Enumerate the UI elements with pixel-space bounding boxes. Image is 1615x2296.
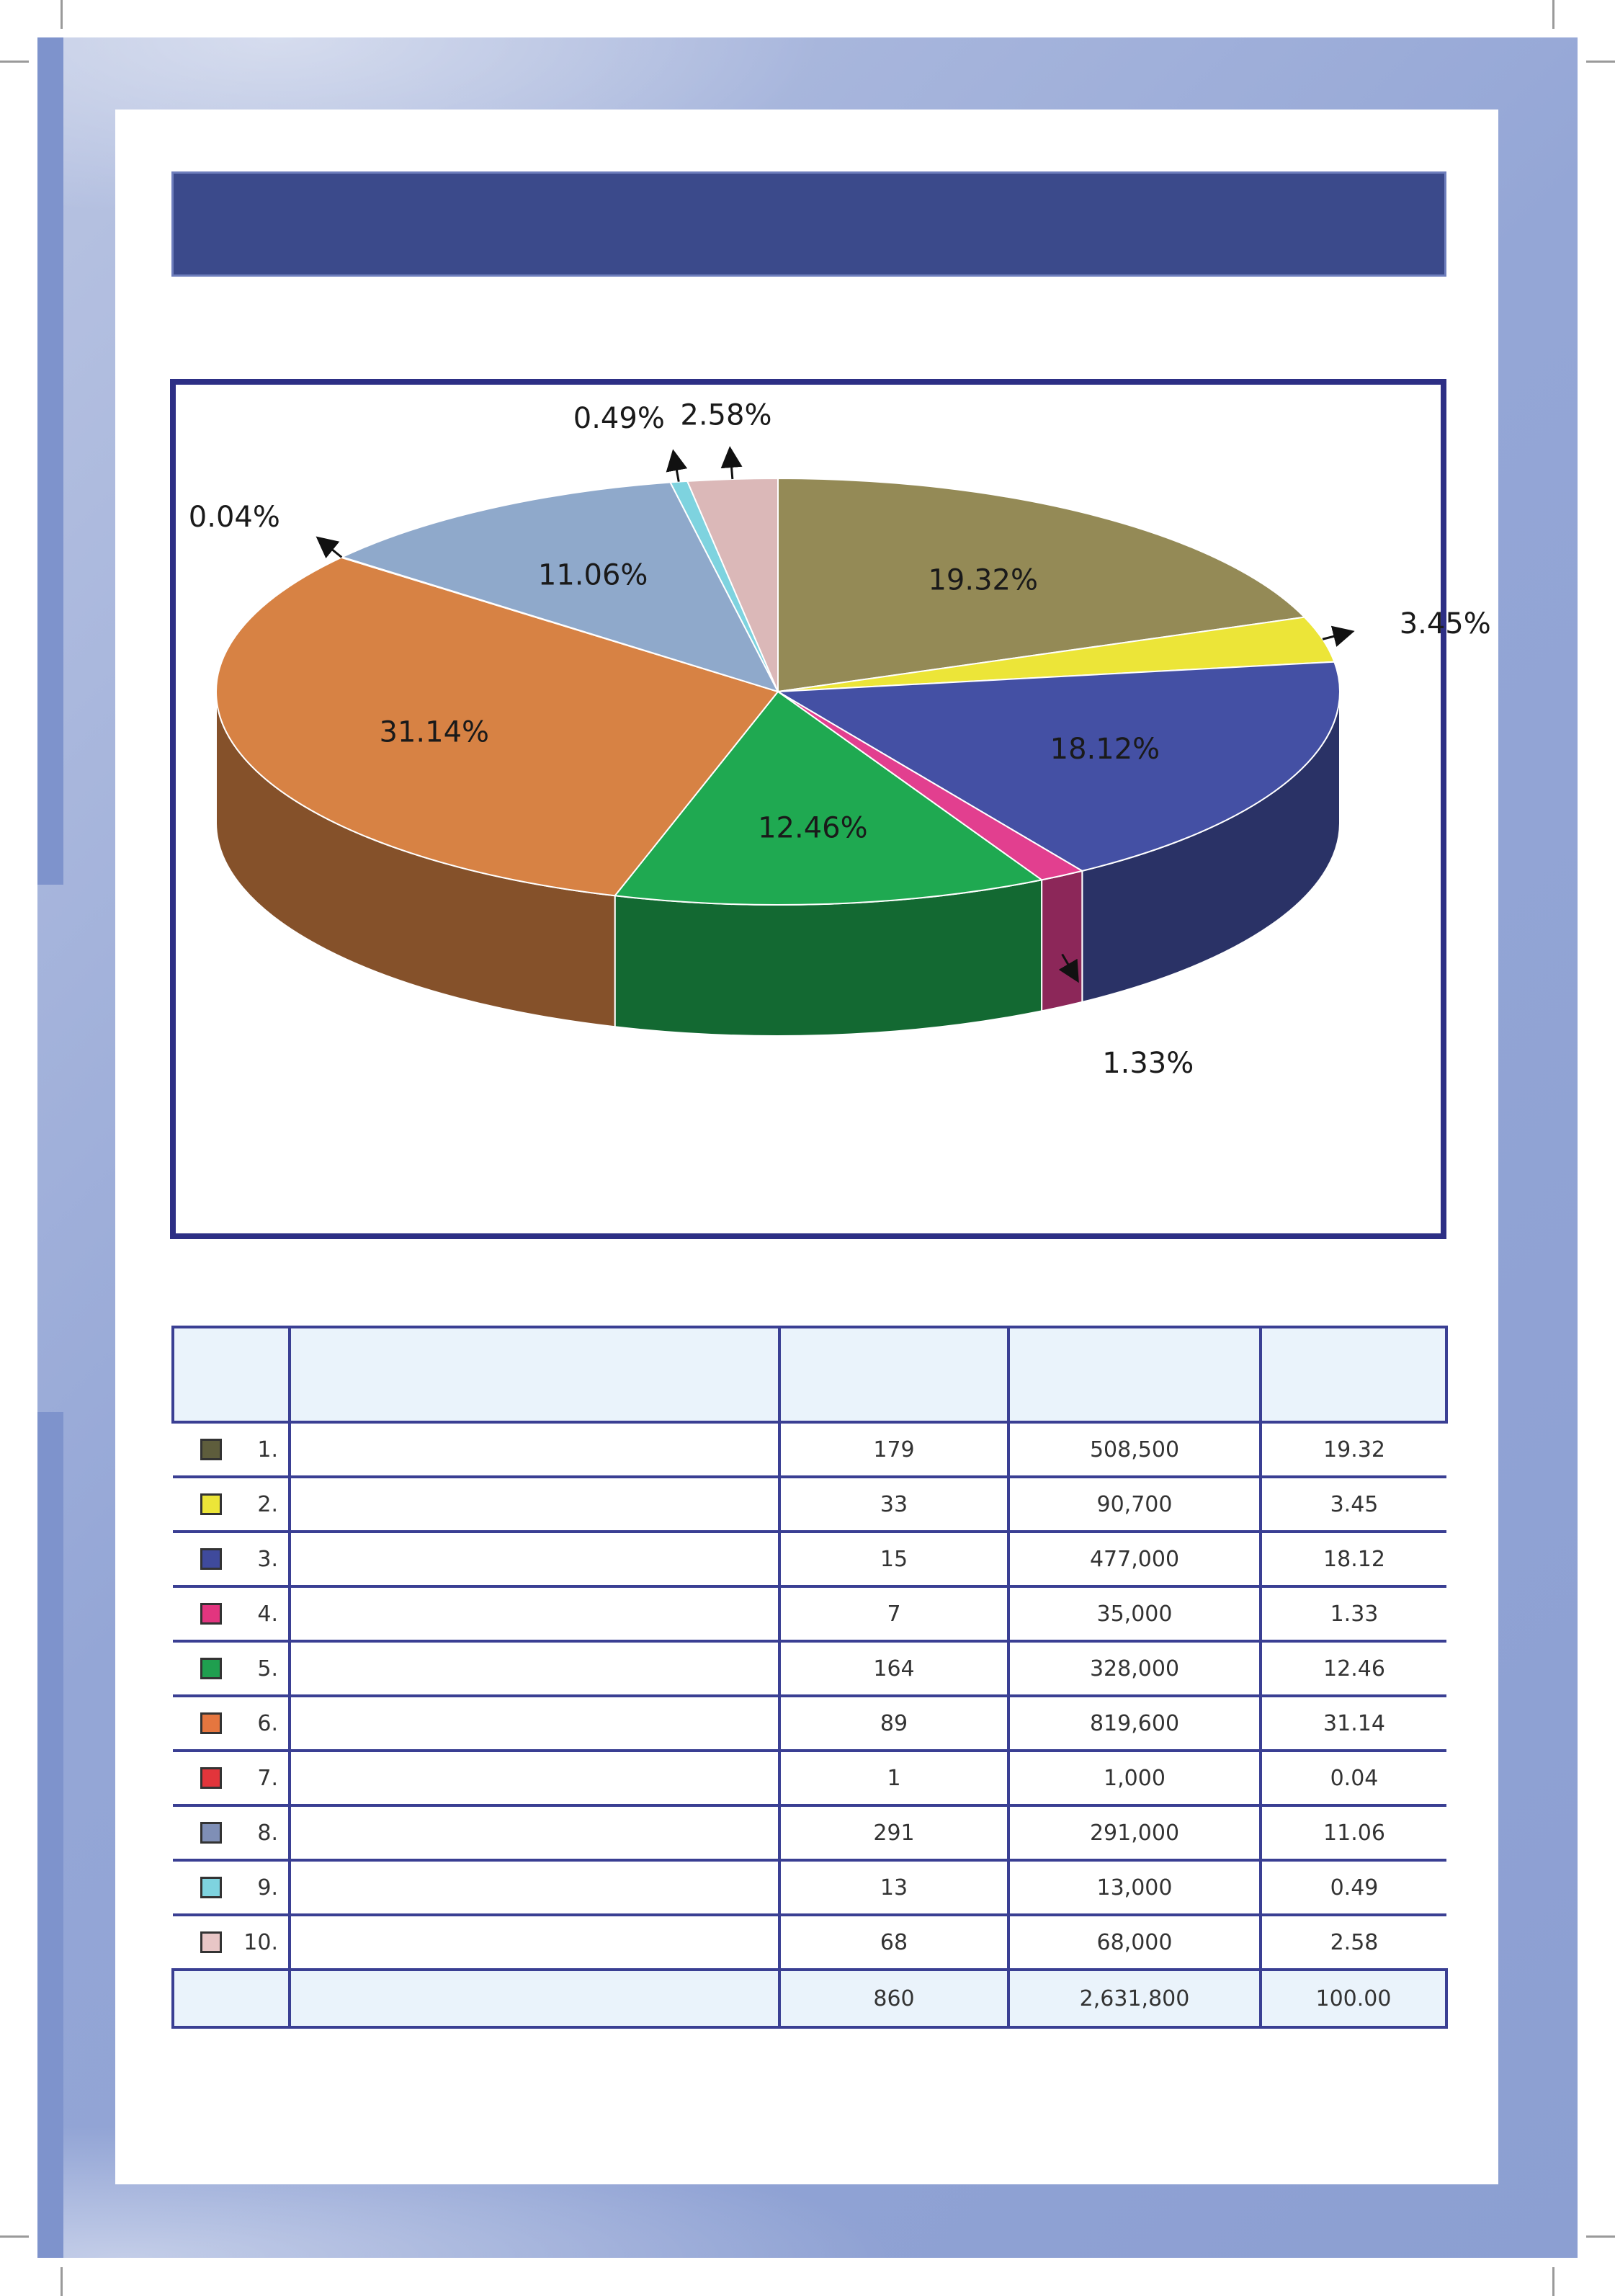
table-row — [173, 1915, 1446, 1970]
table-row — [173, 1641, 1446, 1696]
row-members: 68 — [779, 1915, 1008, 1970]
row-amount: 13,000 — [1008, 1860, 1261, 1915]
legend-swatch — [200, 1822, 222, 1844]
pie-leader-arrow — [1323, 632, 1351, 639]
legend-swatch — [200, 1658, 222, 1679]
row-percent: 31.14 — [1261, 1696, 1446, 1751]
row-marker-cell — [173, 1532, 290, 1586]
pie-data-label: 0.49% — [573, 402, 665, 436]
row-members: 89 — [779, 1696, 1008, 1751]
legend-swatch — [200, 1931, 222, 1953]
total-blank — [173, 1970, 290, 2027]
row-welfare-type — [290, 1586, 779, 1641]
pie-data-label: 3.45% — [1399, 607, 1491, 641]
row-marker-cell — [173, 1641, 290, 1696]
row-marker-cell — [173, 1422, 290, 1477]
row-number: 3. — [257, 1546, 278, 1572]
legend-swatch — [200, 1548, 222, 1570]
row-marker-cell — [173, 1586, 290, 1641]
table-row — [173, 1532, 1446, 1586]
row-percent: 12.46 — [1261, 1641, 1446, 1696]
row-amount: 819,600 — [1008, 1696, 1261, 1751]
welfare-table — [171, 1326, 1448, 2029]
pie-side-wall — [1042, 871, 1082, 1011]
pie-chart-box — [170, 379, 1491, 1239]
row-percent: 3.45 — [1261, 1477, 1446, 1532]
row-number: 9. — [257, 1875, 278, 1900]
row-marker-cell — [173, 1915, 290, 1970]
row-number: 4. — [257, 1601, 278, 1627]
crop-mark — [1586, 2235, 1615, 2238]
header-blank — [173, 1327, 290, 1422]
row-welfare-type — [290, 1422, 779, 1477]
table-row — [173, 1477, 1446, 1532]
row-welfare-type — [290, 1696, 779, 1751]
pie-data-label: 11.06% — [537, 558, 648, 592]
legend-swatch — [200, 1603, 222, 1625]
row-marker-cell — [173, 1860, 290, 1915]
row-number: 6. — [257, 1710, 278, 1736]
left-accent-strip-top — [37, 37, 63, 885]
pie-leader-arrow — [730, 450, 733, 479]
table-row — [173, 1586, 1446, 1641]
pie-data-label: 1.33% — [1102, 1046, 1194, 1080]
pie-data-label: 18.12% — [1050, 732, 1160, 766]
crop-mark — [1586, 61, 1615, 63]
row-percent: 1.33 — [1261, 1586, 1446, 1641]
legend-swatch — [200, 1439, 222, 1460]
legend-swatch — [200, 1877, 222, 1898]
table-row — [173, 1422, 1446, 1477]
row-marker-cell — [173, 1477, 290, 1532]
row-number: 1. — [257, 1437, 278, 1462]
row-number: 8. — [257, 1820, 278, 1846]
row-percent: 0.04 — [1261, 1751, 1446, 1805]
row-welfare-type — [290, 1860, 779, 1915]
pie-data-label: 12.46% — [758, 811, 868, 845]
legend-swatch — [200, 1767, 222, 1789]
row-amount: 508,500 — [1008, 1422, 1261, 1477]
row-welfare-type — [290, 1805, 779, 1860]
row-marker-cell — [173, 1696, 290, 1751]
row-number: 2. — [257, 1491, 278, 1517]
row-number: 5. — [257, 1656, 278, 1681]
header-members — [779, 1327, 1008, 1422]
header-type — [290, 1327, 779, 1422]
total-amount: 2,631,800 — [1008, 1970, 1261, 2027]
header-amount — [1008, 1327, 1261, 1422]
row-welfare-type — [290, 1915, 779, 1970]
row-amount: 477,000 — [1008, 1532, 1261, 1586]
row-amount: 90,700 — [1008, 1477, 1261, 1532]
row-members: 33 — [779, 1477, 1008, 1532]
table-row — [173, 1805, 1446, 1860]
crop-mark — [61, 2267, 63, 2296]
table-header-row — [173, 1327, 1446, 1422]
row-members: 1 — [779, 1751, 1008, 1805]
header-percent — [1261, 1327, 1446, 1422]
row-amount: 291,000 — [1008, 1805, 1261, 1860]
row-welfare-type — [290, 1532, 779, 1586]
row-welfare-type — [290, 1641, 779, 1696]
table-total-row — [173, 1970, 1446, 2027]
row-percent: 18.12 — [1261, 1532, 1446, 1586]
row-members: 7 — [779, 1586, 1008, 1641]
row-amount: 35,000 — [1008, 1586, 1261, 1641]
row-marker-cell — [173, 1805, 290, 1860]
row-welfare-type — [290, 1751, 779, 1805]
row-members: 179 — [779, 1422, 1008, 1477]
legend-swatch — [200, 1712, 222, 1734]
table-row — [173, 1751, 1446, 1805]
crop-mark — [0, 61, 29, 63]
crop-mark — [1552, 0, 1554, 29]
row-members: 13 — [779, 1860, 1008, 1915]
crop-mark — [1552, 2267, 1554, 2296]
row-amount: 1,000 — [1008, 1751, 1261, 1805]
row-marker-cell — [173, 1751, 290, 1805]
row-percent: 0.49 — [1261, 1860, 1446, 1915]
total-percent: 100.00 — [1261, 1970, 1446, 2027]
total-members: 860 — [779, 1970, 1008, 2027]
row-percent: 2.58 — [1261, 1915, 1446, 1970]
left-accent-strip-bottom — [37, 1412, 63, 2258]
pie-leader-arrow — [674, 453, 679, 481]
pie-chart — [170, 379, 1491, 1239]
row-members: 15 — [779, 1532, 1008, 1586]
row-amount: 68,000 — [1008, 1915, 1261, 1970]
crop-mark — [61, 0, 63, 29]
row-number: 7. — [257, 1765, 278, 1791]
row-percent: 11.06 — [1261, 1805, 1446, 1860]
row-amount: 328,000 — [1008, 1641, 1261, 1696]
row-members: 291 — [779, 1805, 1008, 1860]
pie-data-label: 0.04% — [188, 500, 280, 534]
pie-leader-arrow — [319, 539, 341, 557]
pie-data-label: 2.58% — [680, 398, 772, 432]
row-number: 10. — [243, 1929, 278, 1955]
legend-swatch — [200, 1493, 222, 1515]
welfare-table-wrap — [171, 1326, 1445, 2029]
pie-data-label: 31.14% — [379, 715, 490, 749]
row-percent: 19.32 — [1261, 1422, 1446, 1477]
total-label — [290, 1970, 779, 2027]
pie-data-label: 19.32% — [928, 563, 1039, 597]
table-row — [173, 1696, 1446, 1751]
row-welfare-type — [290, 1477, 779, 1532]
table-row — [173, 1860, 1446, 1915]
crop-mark — [0, 2235, 29, 2238]
title-banner — [171, 171, 1446, 277]
row-members: 164 — [779, 1641, 1008, 1696]
